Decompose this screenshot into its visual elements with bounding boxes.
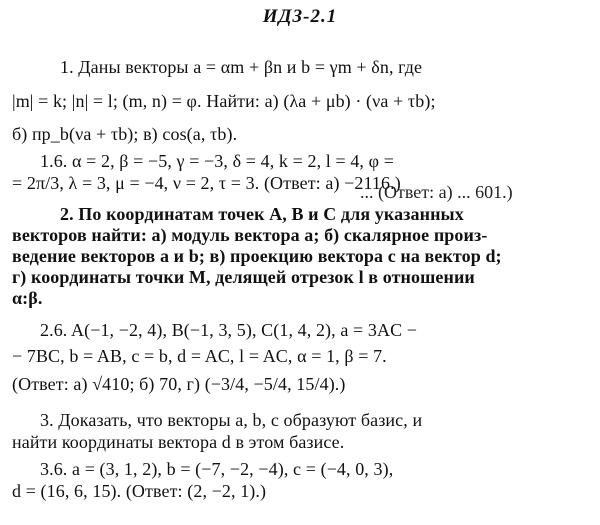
- document-title: ИДЗ-2.1: [262, 6, 338, 27]
- task-3-6-line-1: 3.6. a = (3, 1, 2), b = (−7, −2, −4), c = (−4, 0, 3),: [40, 459, 394, 479]
- task-2-6-line-1: 2.6. A(−1, −2, 4), B(−1, 3, 5), C(1, 4, 2), a = 3AC −: [40, 320, 418, 340]
- task-1-line-1: 1. Даны векторы a = αm + βn и b = γm + δn, где: [60, 57, 423, 77]
- task-2-6-answer: (Ответ: а) √410; б) 70, г) (−3/4, −5/4, 15/4).): [12, 374, 346, 394]
- task-1-6-line-1: 1.6. α = 2, β = −5, γ = −3, δ = 4, k = 2, l = 4, φ =: [40, 151, 394, 171]
- task-1-line-3: б) пр_b(νa + τb); в) cos(a, τb).: [12, 124, 238, 144]
- task-2-line-3: ведение векторов a и b; в) проекцию вектора c на вектор d;: [12, 246, 502, 266]
- task-3-6-answer: d = (16, 6, 15). (Ответ: (2, −2, 1).): [12, 481, 267, 501]
- task-2-line-1: 2. По координатам точек A, B и C для указанных: [60, 204, 464, 224]
- task-1-6-line-2: = 2π/3, λ = 3, μ = −4, ν = 2, τ = 3. (Ответ: а) −2116.): [12, 173, 401, 193]
- task-2-line-2: векторов найти: а) модуль вектора a; б) скалярное произ-: [12, 225, 488, 245]
- cut-off-fragment: ... (Ответ: а) ... 601.): [360, 182, 513, 202]
- task-3-line-2: найти координаты вектора d в этом базисе.: [12, 432, 345, 452]
- task-2-line-5: α:β.: [12, 288, 43, 308]
- task-1-line-2: |m| = k; |n| = l; (m, n) = φ. Найти: а) (λa + μb) · (νa + τb);: [12, 91, 436, 111]
- task-2-line-4: г) координаты точки M, делящей отрезок l в отношении: [12, 267, 475, 287]
- task-3-line-1: 3. Доказать, что векторы a, b, c образуют базис, и: [40, 410, 423, 430]
- task-2-6-line-2: − 7BC, b = AB, c = b, d = AC, l = AC, α = 1, β = 7.: [12, 346, 387, 366]
